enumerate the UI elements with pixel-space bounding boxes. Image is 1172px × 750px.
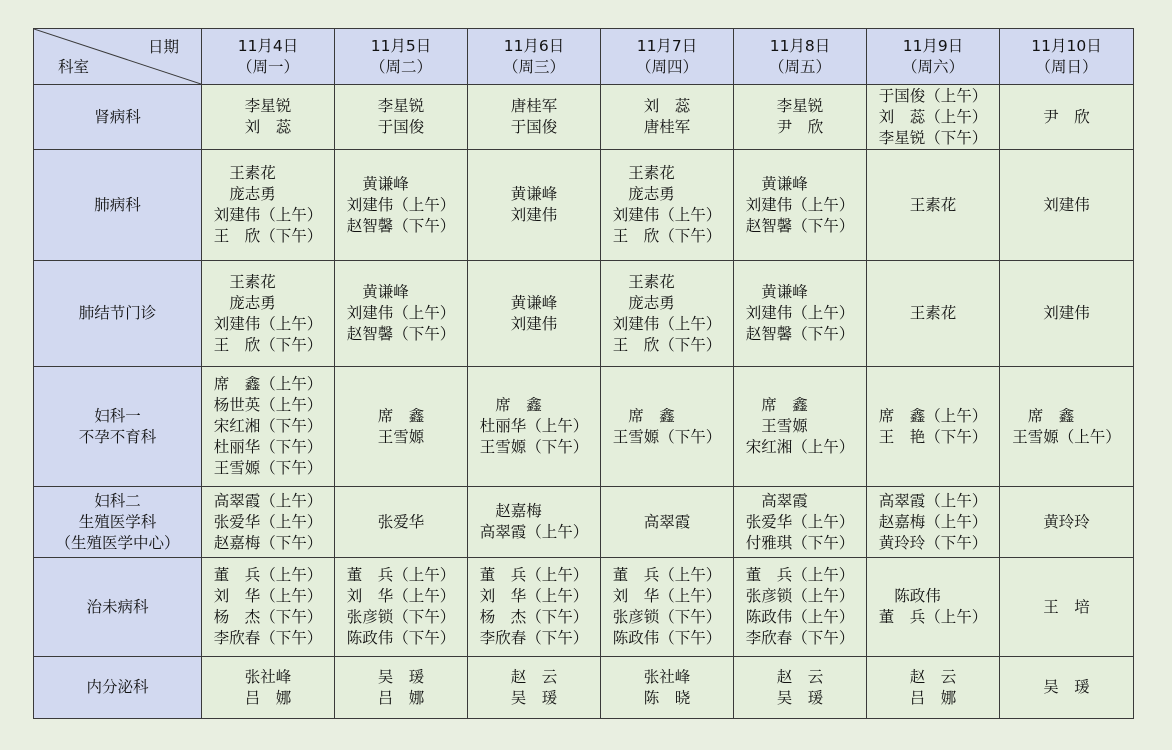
department-name-line: 肺结节门诊 [78,304,157,322]
department-cell [34,558,202,657]
doctor-entry: 吴 瑗 [776,688,824,707]
doctor-entry: 高翠霞 [643,512,691,531]
doctor-list [511,184,558,226]
doctor-list [746,565,855,649]
doctor-entry: 赵智馨（下午） [346,325,456,343]
doctor-entry: 李星锐 [776,97,824,115]
table-row [34,261,1134,367]
doctor-entry: 庞志勇 [213,185,276,203]
day-header-cell [468,29,601,85]
schedule-cell [468,150,601,261]
header-row [34,29,1134,85]
schedule-cell [601,487,734,558]
department-name-line: 妇科二 [94,491,141,510]
doctor-list [613,272,722,356]
doctor-entry: 赵嘉梅（上午） [878,512,988,531]
doctor-list [746,395,855,458]
doctor-list [378,512,425,533]
doctor-entry: 庞志勇 [612,293,675,312]
doctor-entry: 董 兵（上午） [479,566,589,584]
doctor-entry: 王素花 [612,272,675,291]
day-date: 11月5日 [370,36,432,55]
doctor-entry: 于国俊 [377,118,425,136]
doctor-list [644,667,691,709]
schedule-cell [202,367,335,487]
doctor-list [1043,107,1090,128]
schedule-cell [734,487,867,558]
doctor-entry: 王 欣（下午） [213,335,323,354]
schedule-cell [734,150,867,261]
doctor-entry: 高翠霞（上午） [479,523,589,541]
doctor-entry: 吴 瑗 [377,667,425,686]
schedule-cell [734,85,867,150]
doctor-entry: 董 兵（上午） [213,566,323,584]
doctor-entry: 赵智馨（下午） [346,216,456,235]
table-row [34,487,1134,558]
doctor-entry: 刘建伟（上午） [612,314,722,333]
doctor-entry: 刘建伟（上午） [213,314,323,333]
day-weekday: （周五） [768,57,831,76]
doctor-entry: 唐桂军 [643,118,691,136]
doctor-entry: 吴 瑗 [510,688,558,707]
doctor-list [1043,677,1090,698]
doctor-entry: 席 鑫（上午） [878,406,988,425]
doctor-entry: 庞志勇 [612,185,675,203]
doctor-entry: 王雪嫄（下午） [479,438,589,456]
doctor-list [879,406,988,448]
doctor-entry: 刘建伟（上午） [612,206,722,224]
doctor-entry: 赵 云 [776,667,824,686]
doctor-entry: 赵嘉梅 [479,502,542,520]
day-weekday: （周三） [502,57,565,76]
doctor-list [480,501,589,543]
department-axis-label: 科室 [58,58,90,76]
doctor-entry: 张社峰 [244,667,292,686]
doctor-entry: 刘建伟（上午） [745,195,855,214]
doctor-entry: 刘 蕊（上午） [878,107,988,126]
schedule-cell [1000,261,1134,367]
doctor-list [214,272,323,356]
doctor-entry: 董 兵（上午） [346,566,456,584]
doctor-list [511,667,558,709]
doctor-entry: 董 兵（上午） [878,608,988,626]
doctor-entry: 杨 杰（下午） [213,608,323,626]
doctor-entry: 席 鑫 [745,396,808,414]
doctor-entry: 黄谦峰 [510,293,558,312]
schedule-cell [202,487,335,558]
schedule-cell [734,367,867,487]
day-header-cell [734,29,867,85]
doctor-entry: 陈政伟（上午） [745,608,855,626]
day-weekday: （周六） [901,57,964,76]
doctor-list [746,282,855,345]
day-date: 11月8日 [769,36,831,55]
schedule-cell [601,657,734,719]
doctor-list [613,406,722,448]
doctor-list [214,565,323,649]
doctor-list [910,303,957,324]
day-date: 11月7日 [636,36,698,55]
doctor-list [910,195,957,216]
schedule-cell [734,657,867,719]
doctor-list [879,586,988,628]
schedule-cell [468,85,601,150]
department-cell [34,85,202,150]
department-cell [34,150,202,261]
schedule-cell [601,367,734,487]
doctor-list [214,163,323,247]
department-cell [34,657,202,719]
doctor-entry: 吕 娜 [244,688,292,707]
doctor-list [777,96,824,138]
schedule-cell [867,487,1000,558]
schedule-cell [468,261,601,367]
doctor-list [613,163,722,247]
doctor-list [214,491,323,554]
doctor-entry: 王 培 [1043,597,1090,616]
schedule-cell [202,85,335,150]
day-date: 11月4日 [237,36,299,55]
doctor-entry: 刘建伟（上午） [346,195,456,214]
doctor-entry: 赵 云 [510,667,558,686]
schedule-cell [1000,487,1134,558]
doctor-entry: 刘 华（上午） [612,587,722,605]
doctor-entry: 刘建伟（上午） [346,304,456,322]
day-weekday: （周二） [369,57,432,76]
doctor-entry: 席 鑫（上午） [213,375,323,393]
schedule-cell [468,657,601,719]
schedule-cell [1000,85,1134,150]
doctor-entry: 刘 华（上午） [479,587,589,605]
doctor-entry: 刘建伟 [510,314,558,333]
table-header [34,29,1134,85]
doctor-entry: 赵智馨（下午） [745,216,855,235]
schedule-cell [734,261,867,367]
doctor-entry: 张爱华（上午） [745,512,855,531]
schedule-cell [867,558,1000,657]
department-cell [34,367,202,487]
doctor-list [347,174,456,237]
doctor-entry: 王 欣（下午） [612,335,722,354]
doctor-entry: 尹 欣 [1043,107,1090,126]
table-row [34,657,1134,719]
department-name-line: 不孕不育科 [78,427,157,446]
doctor-entry: 黄玲玲（下午） [878,533,988,552]
doctor-entry: 陈政伟（下午） [346,629,456,647]
doctor-entry: 王 欣（下午） [213,227,323,245]
doctor-list [480,565,589,649]
doctor-entry: 吕 娜 [377,688,425,707]
day-weekday: （周四） [635,57,698,76]
department-name-line: （生殖医学中心） [55,533,180,552]
doctor-entry: 杜丽华（下午） [213,438,323,456]
department-name-line: 妇科一 [94,406,141,425]
doctor-entry: 高翠霞（上午） [213,491,323,510]
doctor-entry: 王 艳（下午） [878,427,988,446]
doctor-entry: 王素花 [612,164,675,182]
corner-header-cell [34,29,202,85]
department-name-line: 内分泌科 [86,678,149,696]
doctor-entry: 赵嘉梅（下午） [213,533,323,552]
doctor-entry: 张社峰 [643,667,691,686]
doctor-entry: 王雪嫄 [745,417,808,435]
schedule-cell [335,367,468,487]
table-row [34,558,1134,657]
day-weekday: （周一） [236,57,299,76]
doctor-entry: 黄玲玲 [1043,512,1090,531]
schedule-cell [1000,367,1134,487]
doctor-entry: 王素花 [213,164,276,182]
schedule-cell [867,367,1000,487]
doctor-entry: 张彦锁（下午） [612,608,722,626]
doctor-list [644,96,691,138]
schedule-cell [601,261,734,367]
department-cell [34,487,202,558]
doctor-entry: 吴 瑗 [1043,678,1090,696]
doctor-entry: 李欣春（下午） [213,629,323,647]
doctor-entry: 刘建伟 [1043,195,1090,214]
day-date: 11月10日 [1031,36,1102,55]
doctor-list [1043,303,1090,324]
doctor-entry: 陈 晓 [643,688,691,707]
doctor-entry: 刘建伟（上午） [745,304,855,322]
doctor-list [245,96,292,138]
doctor-entry: 刘建伟 [1043,304,1090,322]
doctor-list [245,667,292,709]
doctor-entry: 王雪嫄（上午） [1012,427,1121,446]
doctor-entry: 赵 云 [909,667,957,686]
doctor-list [511,96,558,138]
doctor-entry: 王素花 [213,272,276,291]
schedule-cell [202,261,335,367]
doctor-entry: 刘 蕊 [643,97,691,115]
doctor-entry: 付雅琪（下午） [745,533,855,552]
doctor-entry: 张彦锁（上午） [745,587,855,605]
doctor-entry: 张爱华（上午） [213,512,323,531]
schedule-cell [601,85,734,150]
schedule-cell [1000,558,1134,657]
doctor-entry: 刘 华（上午） [213,587,323,605]
doctor-list [613,565,722,649]
doctor-entry: 杨世英（上午） [213,396,323,414]
doctor-entry: 黄谦峰 [346,283,409,301]
day-header-cell [867,29,1000,85]
doctor-list [378,667,425,709]
table-row [34,367,1134,487]
doctor-entry: 王素花 [909,195,957,214]
table-row [34,85,1134,150]
schedule-cell [867,150,1000,261]
doctor-list [746,491,855,554]
day-header-cell [601,29,734,85]
doctor-entry: 张爱华 [377,512,425,531]
doctor-entry: 唐桂军 [510,97,558,115]
doctor-entry: 庞志勇 [213,293,276,312]
doctor-entry: 李欣春（下午） [745,629,855,647]
doctor-list [1043,512,1090,533]
schedule-cell [867,657,1000,719]
doctor-entry: 陈政伟（下午） [612,629,722,647]
doctor-entry: 董 兵（上午） [612,566,722,584]
duty-roster-table [33,28,1134,719]
doctor-list [347,282,456,345]
doctor-list [644,512,691,533]
doctor-entry: 王素花 [909,304,957,322]
schedule-cell [335,85,468,150]
doctor-entry: 张彦锁（下午） [346,608,456,626]
day-header-cell [1000,29,1134,85]
doctor-list [1012,406,1121,448]
schedule-cell [468,558,601,657]
department-cell [34,261,202,367]
doctor-entry: 王雪嫄 [377,427,425,446]
department-name-line: 肾病科 [94,107,141,126]
doctor-entry: 刘 蕊 [244,118,292,136]
doctor-list [879,86,988,149]
schedule-cell [468,367,601,487]
doctor-entry: 李星锐（下午） [878,128,988,147]
table-row [34,150,1134,261]
doctor-entry: 黄谦峰 [745,174,808,193]
department-name-line: 生殖医学科 [78,512,157,531]
doctor-entry: 王 欣（下午） [612,227,722,245]
doctor-entry: 刘建伟（上午） [213,206,323,224]
doctor-entry: 尹 欣 [776,118,824,136]
doctor-entry: 高翠霞 [745,491,808,510]
doctor-list [511,293,558,335]
doctor-entry: 刘 华（上午） [346,587,456,605]
department-name-line: 治未病科 [86,597,149,616]
doctor-list [378,406,425,448]
doctor-entry: 席 鑫 [612,406,675,425]
doctor-entry: 于国俊 [510,118,558,136]
department-name-line: 肺病科 [94,195,141,214]
doctor-entry: 李欣春（下午） [479,629,589,647]
doctor-entry: 于国俊（上午） [878,86,988,105]
doctor-entry: 杨 杰（下午） [479,608,589,626]
doctor-list [1043,597,1090,618]
schedule-cell [335,261,468,367]
day-date: 11月9日 [902,36,964,55]
doctor-entry: 席 鑫 [479,396,542,414]
schedule-cell [1000,657,1134,719]
date-axis-label: 日期 [147,38,179,56]
day-date: 11月6日 [503,36,565,55]
schedule-cell [867,85,1000,150]
doctor-list [1043,195,1090,216]
doctor-entry: 席 鑫 [1012,406,1075,425]
schedule-cell [468,487,601,558]
schedule-cell [867,261,1000,367]
doctor-entry: 陈政伟 [878,587,941,605]
doctor-entry: 刘建伟 [510,206,558,224]
doctor-entry: 黄谦峰 [745,283,808,301]
doctor-list [879,491,988,554]
schedule-cell [202,150,335,261]
doctor-entry: 董 兵（上午） [745,566,855,584]
doctor-entry: 黄谦峰 [510,185,558,203]
doctor-entry: 李星锐 [377,97,425,115]
doctor-entry: 王雪嫄（下午） [612,427,722,446]
schedule-cell [335,150,468,261]
doctor-entry: 黄谦峰 [346,174,409,193]
day-header-cell [335,29,468,85]
doctor-entry: 赵智馨（下午） [745,325,855,343]
doctor-list [746,174,855,237]
doctor-list [378,96,425,138]
doctor-entry: 李星锐 [244,97,292,115]
doctor-list [480,395,589,458]
schedule-cell [335,487,468,558]
schedule-cell [601,558,734,657]
doctor-entry: 席 鑫 [377,406,425,425]
schedule-cell [335,657,468,719]
schedule-cell [1000,150,1134,261]
table-body [34,85,1134,719]
schedule-cell [601,150,734,261]
doctor-entry: 王雪嫄（下午） [213,459,323,477]
day-header-cell [202,29,335,85]
doctor-entry: 宋红湘（上午） [745,438,855,456]
doctor-list [777,667,824,709]
schedule-cell [335,558,468,657]
doctor-list [910,667,957,709]
schedule-cell [202,558,335,657]
doctor-list [214,374,323,479]
doctor-entry: 高翠霞（上午） [878,491,988,510]
doctor-entry: 杜丽华（上午） [479,417,589,435]
doctor-entry: 吕 娜 [909,688,957,707]
doctor-entry: 宋红湘（下午） [213,417,323,435]
schedule-cell [202,657,335,719]
schedule-cell [734,558,867,657]
doctor-list [347,565,456,649]
day-weekday: （周日） [1035,57,1098,76]
